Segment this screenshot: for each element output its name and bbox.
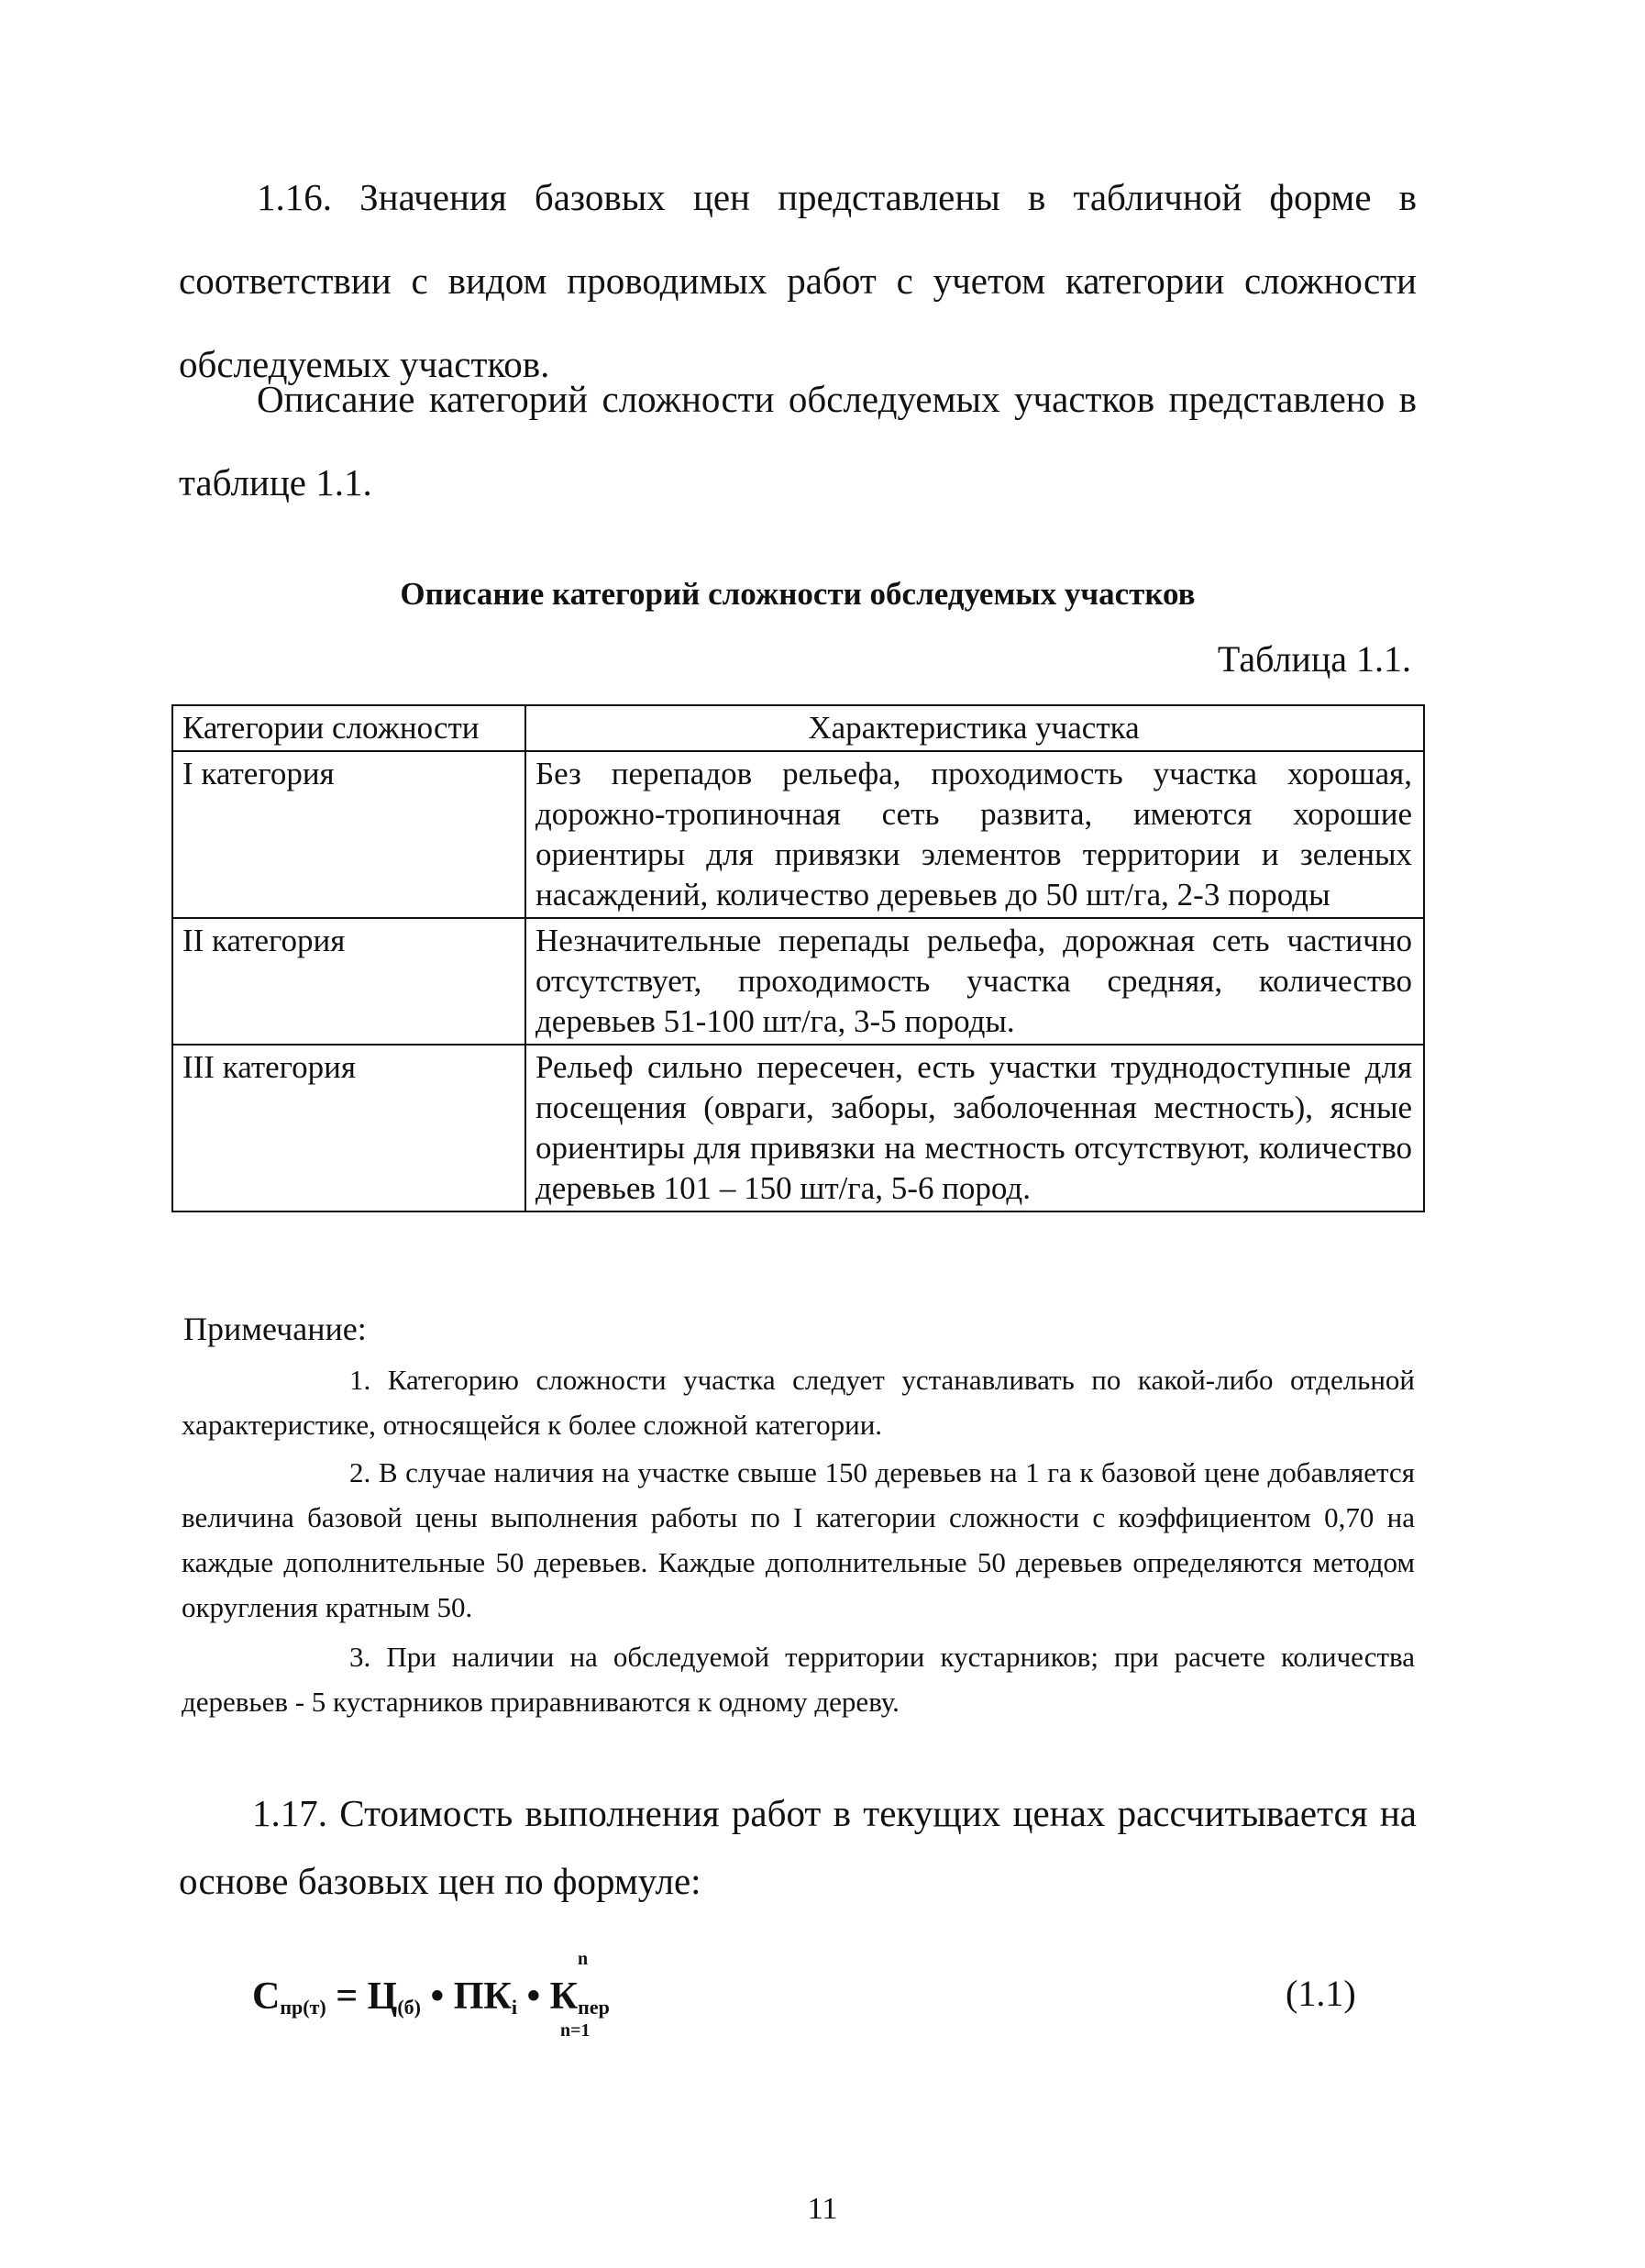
formula-ts-subscript: (б) [397,1996,421,2019]
description-cell: Незначительные перепады рельефа, дорожная сеть частично отсутствует, проходимость участка средняя, количество деревьев 51-100 шт/га, 3-5 породы. [525,918,1424,1045]
paragraph-1-17-text: 1.17. Стоимость выполнения работ в текущих ценах рассчитывается на основе базовых цен по формуле: [179,1792,1417,1902]
header-category: Категории сложности [172,705,525,751]
formula-pk: ПК [453,1975,512,2018]
formula-dot-1: • [420,1975,454,2018]
note-item-text: 1. Категорию сложности участка следует устанавливать по какой-либо отдельной характеристике, относящейся к более сложной категории. [182,1364,1415,1441]
note-item [182,1634,1415,1724]
category-cell: III категория [172,1045,525,1211]
description-cell: Без перепадов рельефа, проходимость участка хорошая, дорожно-тропиночная сеть развита, имеются хорошие ориентиры для привязки элементов территории и зеленых насаждений, количество деревьев до 50 шт/га, 2-3 породы [525,751,1424,918]
complexity-categories-table [171,704,1425,1212]
table-row [172,918,1424,1045]
paragraph-1-17 [179,1779,1417,1915]
formula-equals: = [326,1975,368,2018]
cost-formula [252,1949,692,2041]
paragraph-table-reference [179,358,1417,525]
category-cell: I категория [172,751,525,918]
note-item [182,1357,1415,1447]
table-header-row [172,705,1424,751]
header-characteristic: Характеристика участка [525,705,1424,751]
table-row [172,751,1424,918]
formula-k-subscript: пер [578,1996,610,2019]
table-label: Таблица 1.1. [1217,638,1411,680]
table-title: Описание категорий сложности обследуемых участков [400,576,1196,612]
formula-lower-limit: n=1 [560,2020,591,2041]
formula-expression [252,1975,610,2019]
formula-k: К [549,1975,579,2018]
table-row [172,1045,1424,1211]
note-item-text: 2. В случае наличия на участке свыше 150 деревьев на 1 га к базовой цене добавляется величина базовой цены выполнения работы по I категории сложности с коэффициентом 0,70 на каждые дополнительные 50 деревьев. Каждые дополнительные 50 деревьев определяются методом округления кратным 50. [182,1456,1415,1623]
formula-ts: Ц [367,1975,398,2018]
note-item [182,1450,1415,1630]
category-cell: II категория [172,918,525,1045]
formula-dot-2: • [516,1975,550,2018]
formula-c: С [252,1975,281,2018]
formula-number: (1.1) [1286,1973,1356,2014]
note-item-text: 3. При наличии на обследуемой территории кустарников; при расчете количества деревьев - 5 кустарников приравниваются к одному дереву. [182,1641,1415,1718]
page-number: 11 [807,2192,838,2226]
description-cell: Рельеф сильно пересечен, есть участки труднодоступные для посещения (овраги, заборы, заболоченная местность), ясные ориентиры для привязки на местность отсутствуют, количество деревьев 101 – 150 шт/га, 5-6 пород. [525,1045,1424,1211]
notes-heading: Примечание: [183,1311,367,1347]
paragraph-table-reference-text: Описание категорий сложности обследуемых участков представлено в таблице 1.1. [179,378,1417,503]
formula-c-subscript: пр(т) [280,1996,326,2019]
formula-upper-limit: n [578,1949,589,1969]
formula-pk-subscript: i [511,1996,517,2019]
paragraph-1-16-text: 1.16. Значения базовых цен представлены в табличной форме в соответствии с видом проводимых работ с учетом категории сложности обследуемых участков. [179,176,1417,385]
